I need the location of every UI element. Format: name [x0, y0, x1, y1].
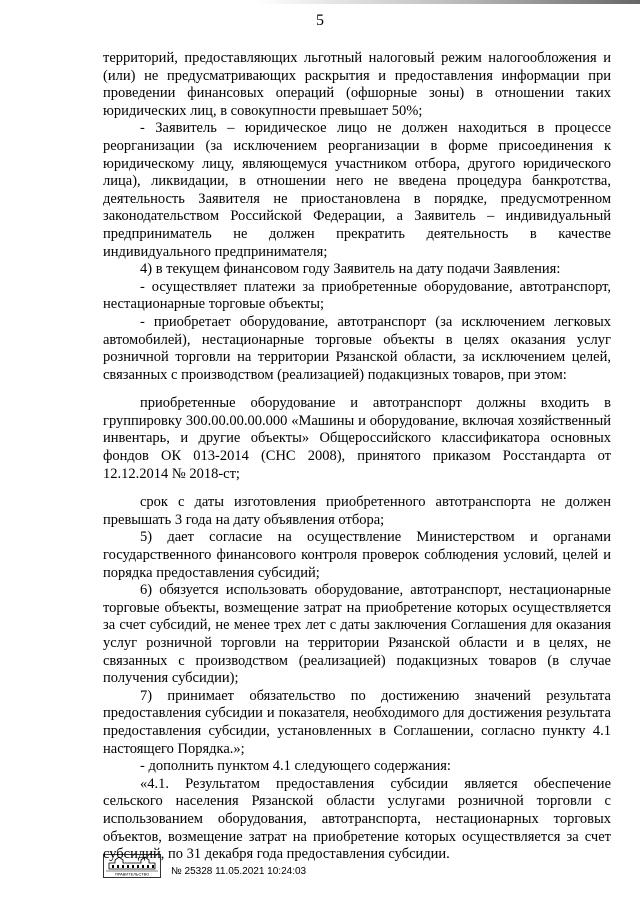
svg-text:ПРАВИТЕЛЬСТВО: ПРАВИТЕЛЬСТВО [114, 871, 150, 877]
paragraph: - Заявитель – юридическое лицо не должен находиться в процессе реорганизации (за исключением реорганизации в форме присоединения к юридическому лицу, являющемуся участником отбора, другого юридического лица), ликвидации, в отношении него не введена процедура банкротства, деятельность Заявителя не приостановлена в порядке, предусмотренном законодательством Российской Федерации, а Заявитель – индивидуальный предприниматель не должен прекратить деятельность в качестве индивидуального предпринимателя; [103, 120, 611, 260]
document-body [103, 50, 611, 864]
paragraph: территорий, предоставляющих льготный налоговый режим налогообложения и (или) не предусматривающих раскрытия и предоставления информации при проведении финансовых операций (офшорные зоны) в отношении таких юридических лиц, в совокупности превышает 50%; [103, 50, 611, 119]
scan-edge-shadow [0, 0, 640, 4]
paragraph: 6) обязуется использовать оборудование, автотранспорт, нестационарные торговые объекты, возмещение затрат на приобретение которых осуществляется за счет субсидий, не менее трех лет с даты заключения Соглашения для оказания услуг розничной торговли на территории Рязанской области и в целях, не связанных с производством (реализацией) подакцизных товаров (в случае получения субсидии); [103, 582, 611, 687]
paragraph: срок с даты изготовления приобретенного автотранспорта не должен превышать 3 года на дату объявления отбора; [103, 494, 611, 528]
paragraph: 4) в текущем финансовом году Заявитель на дату подачи Заявления: [140, 261, 561, 278]
paragraph: приобретенные оборудование и автотранспорт должны входить в группировку 300.00.00.00.000 «Машины и оборудование, включая хозяйственный инвентарь, и другие объекты» Общероссийского классификатора основных фондов ОК 013-2014 (СНС 2008), принятого приказом Росстандарта от 12.12.2014 № 2018-ст; [103, 395, 611, 482]
document-footer [103, 852, 423, 882]
government-stamp-icon [103, 854, 161, 878]
paragraph: «4.1. Результатом предоставления субсидии является обеспечение сельского населения Рязанской области услугами розничной торговли с использованием оборудования, автотранспорта, нестационарных торговых объектов, возмещение затрат на приобретение которых осуществляется за счет субсидий, по 31 декабря года предоставления субсидии. [103, 775, 611, 863]
page-number: 5 [316, 12, 324, 29]
paragraph: - осуществляет платежи за приобретенные оборудование, автотранспорт, нестационарные торговые объекты; [103, 278, 611, 313]
registration-number: № 25328 11.05.2021 10:24:03 [171, 866, 307, 877]
paragraph: 5) дает согласие на осуществление Министерством и органами государственного финансового контроля проверок соблюдения условий, целей и порядка предоставления субсидий; [103, 529, 611, 581]
paragraph: 7) принимает обязательство по достижению значений результата предоставления субсидии и показателя, необходимого для достижения результата предоставления субсидии, установленных в Соглашении, согласно пункту 4.1 настоящего Порядка.»; [103, 687, 611, 757]
paragraph: - приобретает оборудование, автотранспорт (за исключением легковых автомобилей), нестационарные торговые объекты в целях оказания услуг розничной торговли на территории Рязанской области, за исключением целей, связанных с производством (реализацией) подакцизных товаров, при этом: [103, 313, 611, 383]
paragraph: - дополнить пунктом 4.1 следующего содержания: [140, 758, 451, 775]
